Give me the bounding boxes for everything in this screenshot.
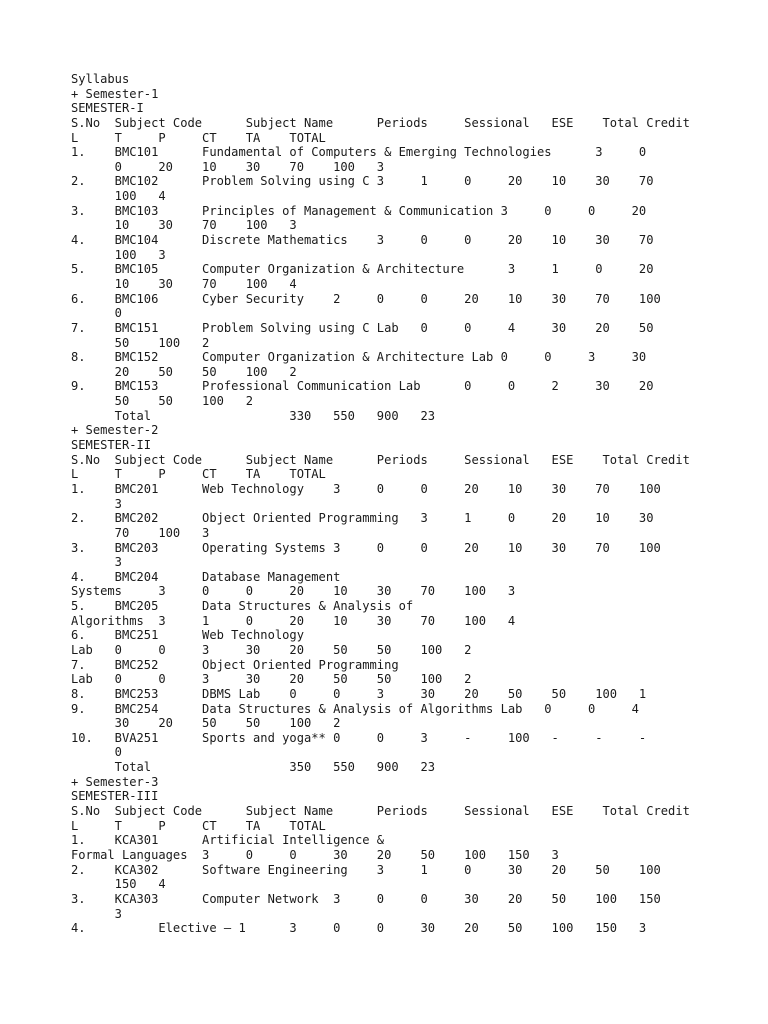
text-line: Formal Languages 3 0 0 30 20 50 100 150 3 [71,847,559,862]
text-line: S.No Subject Code Subject Name Periods Sessional ESE Total Credit [71,115,690,130]
text-line: Total 350 550 900 23 [71,760,436,775]
text-line: S.No Subject Code Subject Name Periods Sessional ESE Total Credit [71,804,690,819]
text-line: + Semester-3 [71,774,159,789]
text-line: 0 20 10 30 70 100 3 [71,159,385,174]
text-line: 1. BMC101 Fundamental of Computers & Emerging Technologies 3 0 [71,145,647,160]
text-line: SEMESTER-II [71,438,152,453]
text-line: 100 4 [71,189,166,204]
text-line: 5. BMC205 Data Structures & Analysis of [71,599,414,614]
text-line: Systems 3 0 0 20 10 30 70 100 3 [71,584,516,599]
text-line: 4. BMC104 Discrete Mathematics 3 0 0 20 10 30 70 [71,233,654,248]
text-line: 20 50 50 100 2 [71,364,297,379]
text-line: + Semester-2 [71,423,159,438]
text-line: 8. BMC253 DBMS Lab 0 0 3 30 20 50 50 100 1 [71,686,647,701]
text-line: 1. BMC201 Web Technology 3 0 0 20 10 30 70 100 [71,481,661,496]
text-line: 3. BMC203 Operating Systems 3 0 0 20 10 30 70 100 [71,540,661,555]
text-line: 7. BMC151 Problem Solving using C Lab 0 0 4 30 20 50 [71,320,654,335]
text-line: SEMESTER-III [71,789,159,804]
text-line: 100 3 [71,247,166,262]
syllabus-document [71,72,731,936]
text-line: Total 330 550 900 23 [71,408,436,423]
text-line: + Semester-1 [71,86,159,101]
text-line: 30 20 50 50 100 2 [71,716,341,731]
text-line: 8. BMC152 Computer Organization & Architecture Lab 0 0 3 30 [71,350,647,365]
text-line: L T P CT TA TOTAL [71,130,326,145]
text-line: 3. BMC103 Principles of Management & Communication 3 0 0 20 [71,203,647,218]
text-line: Lab 0 0 3 30 20 50 50 100 2 [71,642,472,657]
text-line: 1. KCA301 Artificial Intelligence & [71,833,385,848]
text-line: 2. BMC102 Problem Solving using C 3 1 0 20 10 30 70 [71,174,654,189]
text-line: 0 [71,745,122,760]
text-line: 7. BMC252 Object Oriented Programming [71,657,399,672]
text-line: L T P CT TA TOTAL [71,818,326,833]
text-line: 4. BMC204 Database Management [71,569,341,584]
text-line: SEMESTER-I [71,101,144,116]
text-line: 9. BMC153 Professional Communication Lab 0 0 2 30 20 [71,379,654,394]
text-line: 6. BMC106 Cyber Security 2 0 0 20 10 30 70 100 [71,291,661,306]
text-line: 3. KCA303 Computer Network 3 0 0 30 20 50 100 150 [71,891,661,906]
text-line: 6. BMC251 Web Technology [71,628,304,643]
text-line: 10 30 70 100 4 [71,276,297,291]
text-line: 2. KCA302 Software Engineering 3 1 0 30 20 50 100 [71,862,661,877]
text-line: 3 [71,555,122,570]
text-line: 10 30 70 100 3 [71,218,297,233]
text-line: 10. BVA251 Sports and yoga** 0 0 3 - 100 - - - [71,730,647,745]
text-line: 4. Elective – 1 3 0 0 30 20 50 100 150 3 [71,921,647,936]
text-line: 70 100 3 [71,525,210,540]
text-line: 50 100 2 [71,335,210,350]
text-line: Algorithms 3 1 0 20 10 30 70 100 4 [71,613,516,628]
text-line: 150 4 [71,877,166,892]
text-line: 50 50 100 2 [71,394,254,409]
text-line: 3 [71,906,122,921]
text-line: Lab 0 0 3 30 20 50 50 100 2 [71,672,472,687]
text-line: S.No Subject Code Subject Name Periods Sessional ESE Total Credit [71,452,690,467]
text-line: 3 [71,496,122,511]
text-line: Syllabus [71,72,130,86]
text-line: L T P CT TA TOTAL [71,467,326,482]
text-line: 5. BMC105 Computer Organization & Architecture 3 1 0 20 [71,262,654,277]
text-line: 9. BMC254 Data Structures & Analysis of Algorithms Lab 0 0 4 [71,701,639,716]
text-line: 2. BMC202 Object Oriented Programming 3 1 0 20 10 30 [71,511,654,526]
text-line: 0 [71,306,122,321]
